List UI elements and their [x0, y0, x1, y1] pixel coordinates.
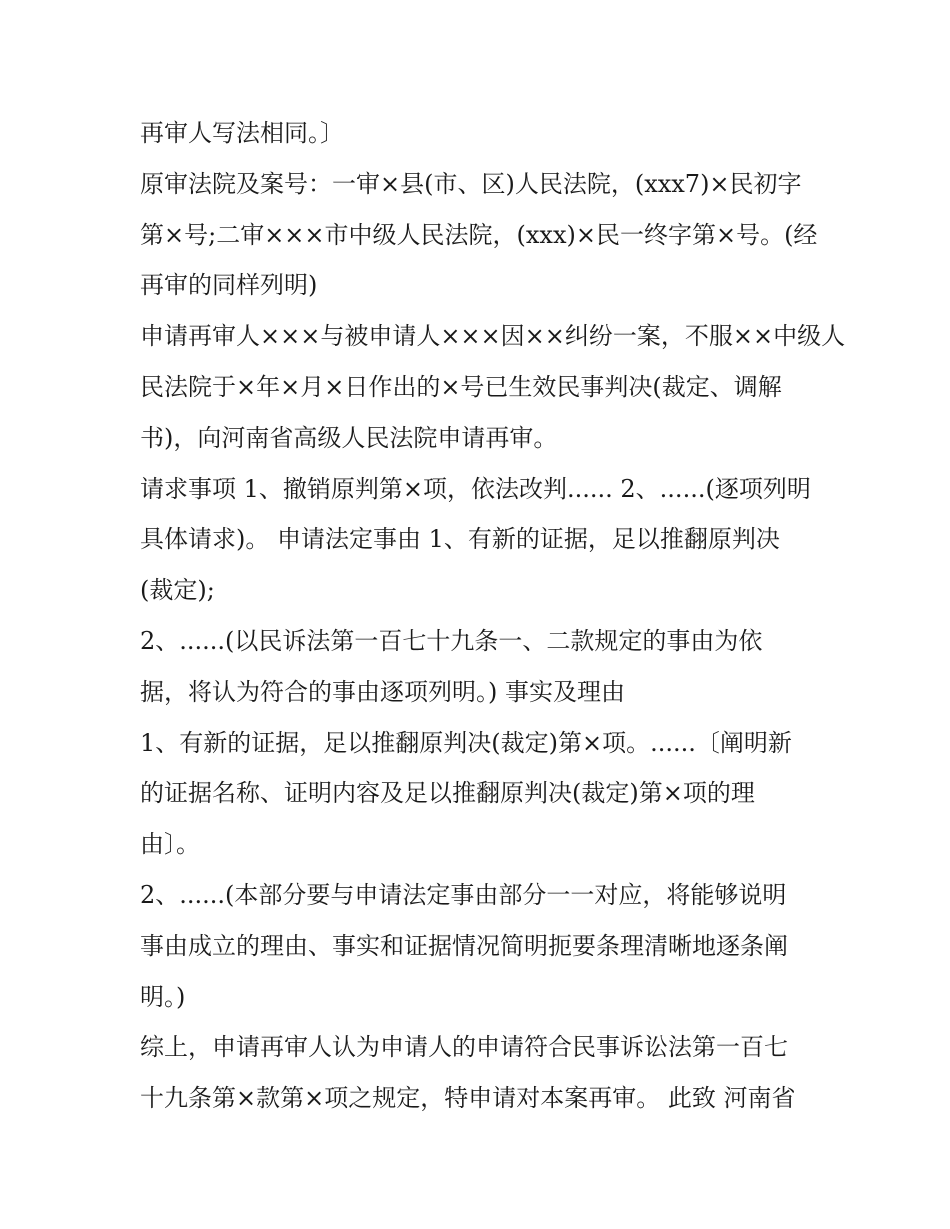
text-line: 第×号;二审×××市中级人民法院，(xxx)×民一终字第×号。(经: [140, 220, 818, 249]
text-line: 明。): [140, 982, 186, 1011]
text-line: 申请再审人×××与被申请人×××因××纠纷一案，不服××中级人: [140, 322, 846, 351]
text-line: 2、......(以民诉法第一百七十九条一、二款规定的事由为依: [140, 626, 763, 655]
text-line: 1、有新的证据，足以推翻原判决(裁定)第×项。......〔阐明新: [140, 728, 792, 757]
text-line: 由〕。: [140, 830, 200, 859]
text-line: 原审法院及案号：一审×县(市、区)人民法院，(xxx7)×民初字: [140, 169, 802, 198]
text-line: 再审的同样列明): [140, 271, 318, 300]
text-line: 具体请求)。 申请法定事由 1、有新的证据，足以推翻原判决: [140, 525, 780, 554]
text-line: 据，将认为符合的事由逐项列明。) 事实及理由: [140, 677, 625, 706]
text-line: 民法院于×年×月×日作出的×号已生效民事判决(裁定、调解: [140, 372, 782, 401]
text-line: (裁定);: [140, 576, 215, 605]
text-line: 请求事项 1、撤销原判第×项，依法改判...... 2、......(逐项列明: [140, 474, 811, 503]
text-line: 综上，申请再审人认为申请人的申请符合民事诉讼法第一百七: [140, 1033, 788, 1062]
text-line: 的证据名称、证明内容及足以推翻原判决(裁定)第×项的理: [140, 779, 755, 808]
text-line: 2、......(本部分要与申请法定事由部分一一对应，将能够说明: [140, 880, 787, 909]
document-body: [140, 108, 846, 1124]
text-line: 事由成立的理由、事实和证据情况简明扼要条理清晰地逐条阐: [140, 931, 788, 960]
text-line: 再审人写法相同。〕: [140, 119, 344, 147]
text-line: 书)，向河南省高级人民法院申请再审。: [140, 423, 558, 452]
text-line: 十九条第×款第×项之规定，特申请对本案再审。 此致 河南省: [140, 1084, 796, 1113]
